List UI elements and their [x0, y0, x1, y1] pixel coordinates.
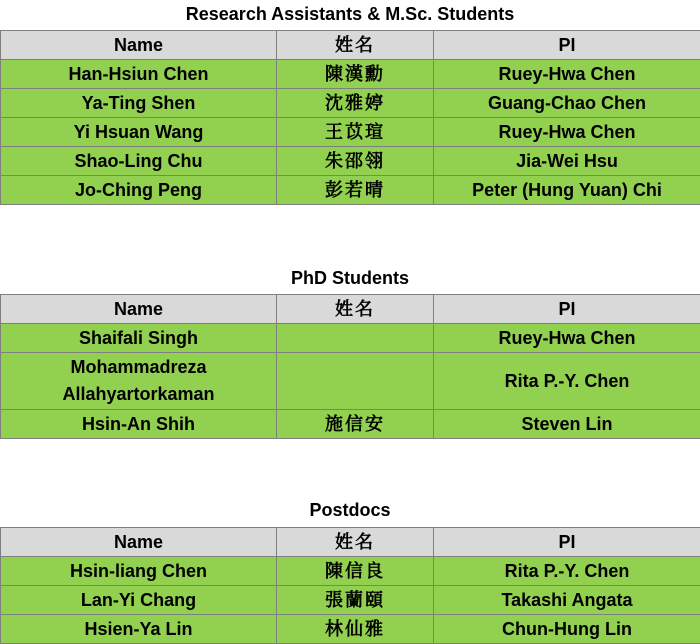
- section-title-research-assistants: Research Assistants & M.Sc. Students: [185, 4, 515, 24]
- cell-pi: Guang-Chao Chen: [434, 89, 700, 118]
- column-header-name: Name: [1, 31, 277, 60]
- cell-chinese-name: 沈雅婷: [277, 89, 434, 118]
- cell-chinese-name: 王苡瑄: [277, 118, 434, 147]
- column-header-name: Name: [1, 528, 277, 557]
- table-row: [1, 60, 700, 89]
- column-header-pi: PI: [434, 528, 700, 557]
- section-title-postdocs: Postdocs: [309, 500, 391, 520]
- column-header-chinese-name: 姓名: [277, 31, 434, 60]
- column-header-chinese-name: 姓名: [277, 295, 434, 324]
- cell-name-line-1: Mohammadreza: [70, 357, 207, 377]
- column-header-pi: PI: [434, 295, 700, 324]
- cell-chinese-name: 陳漢勳: [277, 60, 434, 89]
- cell-chinese-name: 施信安: [277, 410, 434, 439]
- table-row: [1, 586, 700, 615]
- cell-pi: Chun-Hung Lin: [434, 615, 700, 644]
- cell-chinese-name: 陳信良: [277, 557, 434, 586]
- cell-pi: Ruey-Hwa Chen: [434, 118, 700, 147]
- cell-chinese-name: 林仙雅: [277, 615, 434, 644]
- cell-pi: Steven Lin: [434, 410, 700, 439]
- cell-name: Jo-Ching Peng: [1, 176, 277, 205]
- table-row: [1, 176, 700, 205]
- cell-name: Shaifali Singh: [1, 324, 277, 353]
- research-assistants-table: [0, 30, 700, 205]
- cell-name: Hsin-An Shih: [1, 410, 277, 439]
- cell-chinese-name: [277, 353, 434, 410]
- cell-chinese-name: 彭若晴: [277, 176, 434, 205]
- column-header-name: Name: [1, 295, 277, 324]
- table-row: [1, 615, 700, 644]
- table-row: [1, 147, 700, 176]
- cell-chinese-name: [277, 324, 434, 353]
- cell-name: Han-Hsiun Chen: [1, 60, 277, 89]
- phd-students-table: [0, 294, 700, 439]
- table-row: [1, 353, 700, 410]
- cell-name: Hsin-liang Chen: [1, 557, 277, 586]
- section-title-phd-students: PhD Students: [290, 268, 409, 288]
- table-row: [1, 557, 700, 586]
- table-header-row: [1, 295, 700, 324]
- cell-chinese-name: 張蘭頤: [277, 586, 434, 615]
- table-header-row: [1, 31, 700, 60]
- cell-name: Yi Hsuan Wang: [1, 118, 277, 147]
- cell-chinese-name: 朱邵翎: [277, 147, 434, 176]
- cell-name: Ya-Ting Shen: [1, 89, 277, 118]
- table-header-row: [1, 528, 700, 557]
- table-row: [1, 89, 700, 118]
- cell-name-line-2: Allahyartorkaman: [62, 384, 215, 404]
- cell-pi: Peter (Hung Yuan) Chi: [434, 176, 700, 205]
- column-header-pi: PI: [434, 31, 700, 60]
- table-row: [1, 410, 700, 439]
- postdocs-table: [0, 527, 700, 644]
- cell-pi: Takashi Angata: [434, 586, 700, 615]
- cell-pi: Ruey-Hwa Chen: [434, 60, 700, 89]
- cell-name: Lan-Yi Chang: [1, 586, 277, 615]
- cell-name: Shao-Ling Chu: [1, 147, 277, 176]
- column-header-chinese-name: 姓名: [277, 528, 434, 557]
- table-row: [1, 118, 700, 147]
- table-row: [1, 324, 700, 353]
- cell-pi: Ruey-Hwa Chen: [434, 324, 700, 353]
- cell-name: [1, 353, 277, 410]
- cell-pi: Rita P.-Y. Chen: [434, 353, 700, 410]
- cell-pi: Jia-Wei Hsu: [434, 147, 700, 176]
- cell-name: Hsien-Ya Lin: [1, 615, 277, 644]
- cell-pi: Rita P.-Y. Chen: [434, 557, 700, 586]
